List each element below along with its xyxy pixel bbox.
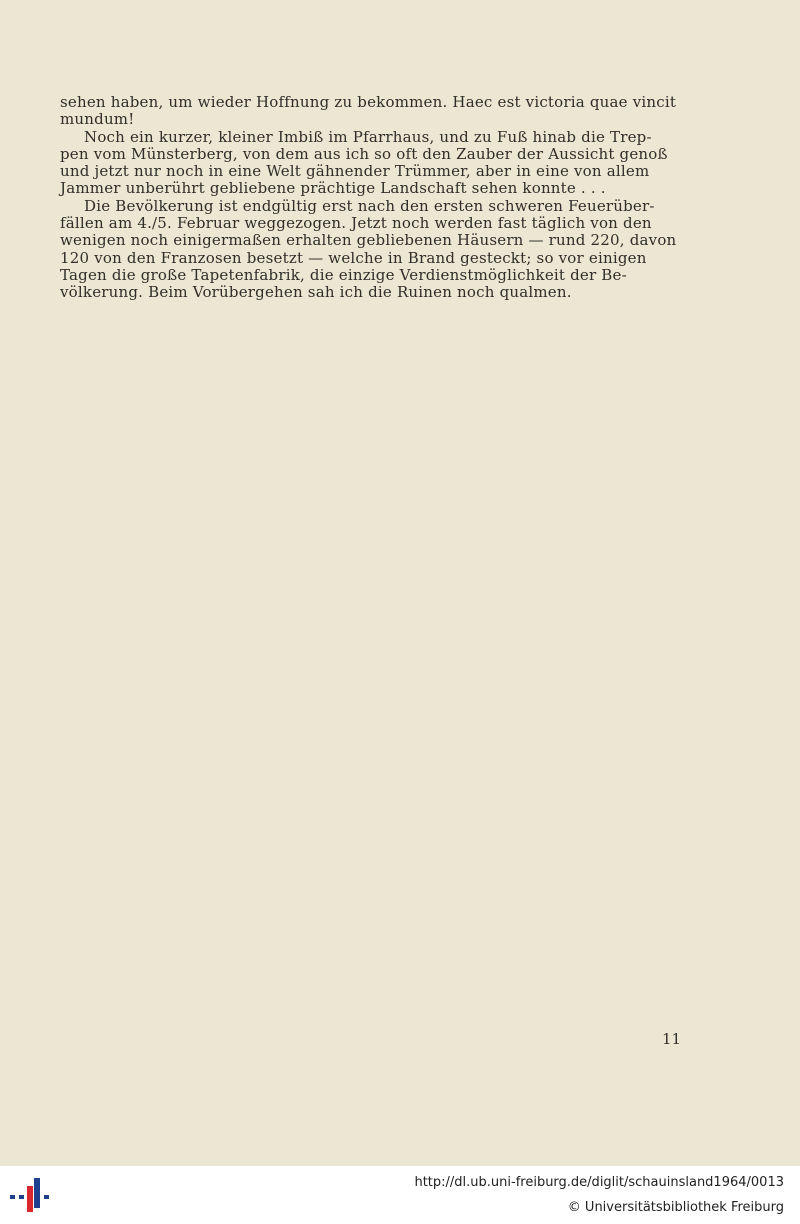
text-line: Jammer unberührt gebliebene prächtige Landschaft sehen konnte . . . xyxy=(60,179,606,198)
text-line: fällen am 4./5. Februar weggezogen. Jetzt noch werden fast täglich von den xyxy=(60,214,652,233)
text-line: völkerung. Beim Vorübergehen sah ich die Ruinen noch qualmen. xyxy=(60,283,572,302)
text-line: Noch ein kurzer, kleiner Imbiß im Pfarrhaus, und zu Fuß hinab die Trep- xyxy=(84,127,652,146)
copyright-notice: © Universitätsbibliothek Freiburg xyxy=(567,1200,784,1215)
text-line: Die Bevölkerung ist endgültig erst nach den ersten schweren Feuerüber- xyxy=(84,196,655,215)
source-url-link[interactable]: http://dl.ub.uni-freiburg.de/diglit/schauinsland1964/0013 xyxy=(414,1175,784,1190)
text-line: Tagen die große Tapetenfabrik, die einzige Verdienstmöglichkeit der Be- xyxy=(60,265,627,284)
footer-bar xyxy=(0,1166,800,1224)
text-line: pen vom Münsterberg, von dem aus ich so oft den Zauber der Aussicht genoß xyxy=(60,144,668,163)
body-text xyxy=(60,94,680,302)
text-line: und jetzt nur noch in eine Welt gähnender Trümmer, aber in eine von allem xyxy=(60,162,650,181)
text-line: mundum! xyxy=(60,110,135,129)
text-line: 120 von den Franzosen besetzt — welche in Brand gesteckt; so vor einigen xyxy=(60,248,647,267)
text-line: sehen haben, um wieder Hoffnung zu bekommen. Haec est victoria quae vincit xyxy=(60,93,677,111)
ub-freiburg-logo-icon xyxy=(10,1178,52,1216)
page-number: 11 xyxy=(662,1030,682,1048)
text-line: wenigen noch einigermaßen erhalten gebliebenen Häusern — rund 220, davon xyxy=(60,231,677,250)
